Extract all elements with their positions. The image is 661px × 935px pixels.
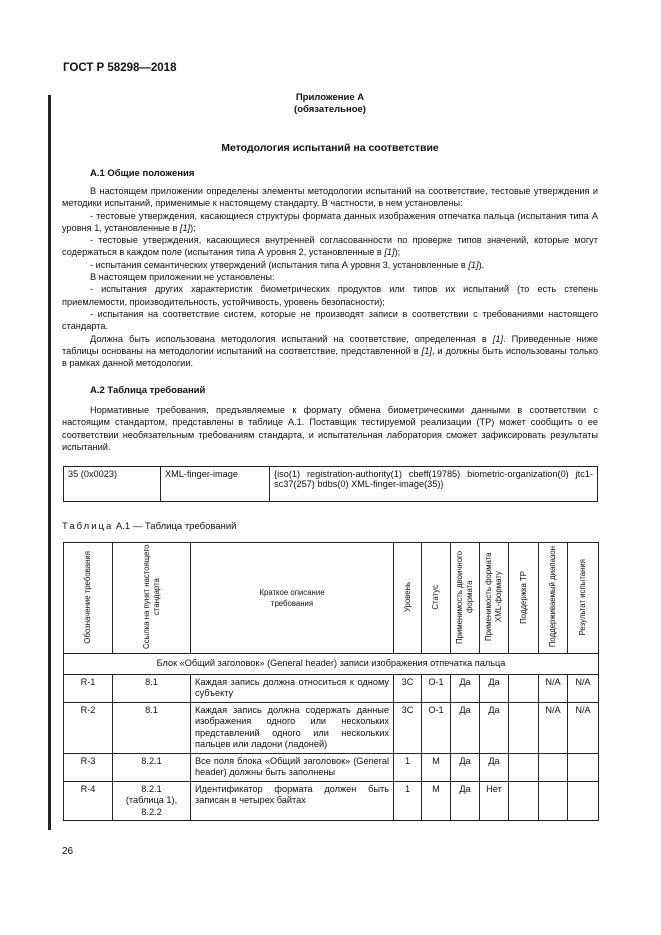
- table-row: [64, 702, 599, 753]
- format-oid: {iso(1) registration-authority(1) cbeff(19785) biometric-organization(0) jtc1-sc37(257) bdbs(0) XML-finger-image(35)}: [270, 467, 598, 502]
- cell-result: [568, 781, 599, 821]
- cell-range: [539, 781, 568, 821]
- paragraph: В настоящем приложении определены элементы методологии испытаний на соответствие, тестовые утверждения и методики испытаний, применимые к настоящему стандарту. В частности, в нем установлены:: [62, 186, 598, 209]
- column-header: Поддерживаемый диапазон: [539, 543, 568, 654]
- cell-ref: 8.2.1 (таблица 1), 8.2.2: [113, 781, 191, 821]
- cell-tr: [509, 674, 539, 702]
- annex-title: Приложение А: [295, 92, 365, 103]
- cell-result: N/A: [568, 702, 599, 753]
- cell-level: 3С: [394, 674, 422, 702]
- table-header-row: [64, 543, 599, 654]
- cell-bin: Да: [451, 781, 480, 821]
- cell-bin: Да: [451, 753, 480, 781]
- cell-desc: Все поля блока «Общий заголовок» (General header) должны быть заполнены: [191, 753, 394, 781]
- bullet-item: - испытания семантических утверждений (испытания типа А уровня 3, установленные в [1]).: [90, 259, 485, 270]
- cell-desc: Каждая запись должна содержать данные изображения одного или нескольких представлений одного или нескольких пальцев или ладони (ладоней): [191, 702, 394, 753]
- cell-range: N/A: [539, 674, 568, 702]
- cell-status: М: [422, 781, 451, 821]
- format-name: XML-finger-image: [161, 467, 270, 502]
- cell-range: N/A: [539, 702, 568, 753]
- section-heading-a2: А.2 Таблица требований: [90, 385, 206, 396]
- requirements-table: [63, 542, 599, 821]
- cell-range: [539, 753, 568, 781]
- cell-level: 1: [394, 781, 422, 821]
- paragraph: Нормативные требования, предъявляемые к формату обмена биометрическими данными в соответствии с настоящим стандартом, представлены в таблице А.1. Поставщик тестируемой реализации (ТР) может сообщить о ее соответствии необязательным требованиям стандарта, и испытательная лаборатория сможет зафиксировать результаты испытаний.: [62, 405, 598, 452]
- block-title: Блок «Общий заголовок» (General header) записи изображения отпечатка пальца: [64, 654, 599, 675]
- cell-status: О-1: [422, 674, 451, 702]
- cell-id: R-4: [64, 781, 113, 821]
- cell-tr: [509, 753, 539, 781]
- cell-status: М: [422, 753, 451, 781]
- document-id: ГОСТ Р 58298—2018: [63, 62, 177, 74]
- cell-xml: Да: [480, 674, 509, 702]
- column-header: Результат испытания: [568, 543, 599, 654]
- change-bar: [48, 95, 51, 830]
- cell-desc: Каждая запись должна относиться к одному субъекту: [191, 674, 394, 702]
- paragraph: В настоящем приложении не установлены:: [90, 272, 275, 283]
- column-header: Уровень: [394, 543, 422, 654]
- cell-bin: Да: [451, 702, 480, 753]
- column-header: Краткое описание требования: [191, 543, 394, 654]
- cell-xml: Да: [480, 753, 509, 781]
- cell-id: R-3: [64, 753, 113, 781]
- cell-desc: Идентификатор формата должен быть записан в четырех байтах: [191, 781, 394, 821]
- format-id-table: [63, 466, 598, 502]
- format-code: 35 (0x0023): [64, 467, 161, 502]
- cell-ref: 8.1: [113, 702, 191, 753]
- annex-status: (обязательное): [294, 104, 366, 115]
- cell-tr: [509, 702, 539, 753]
- column-header: Поддержка ТР: [509, 543, 539, 654]
- bullet-item: - испытания на соответствие систем, которые не производят записи в соответствии с требованиями настоящего стандарта.: [62, 308, 598, 332]
- bullet-item: - тестовые утверждения, касающиеся структуры формата данных изображения отпечатка пальца (испытания типа А уровня 1, установленные в [1]);: [62, 210, 598, 233]
- table-caption: Таблица А.1 — Таблица требований: [62, 521, 237, 532]
- cell-tr: [509, 781, 539, 821]
- section-a2-body: [62, 404, 598, 453]
- table-row: [64, 753, 599, 781]
- column-header: Обозначение требования: [64, 543, 113, 654]
- section-heading-a1: А.1 Общие положения: [90, 168, 195, 179]
- cell-result: N/A: [568, 674, 599, 702]
- page-number: 26: [62, 846, 74, 857]
- main-title: Методология испытаний на соответствие: [221, 142, 439, 154]
- table-block-row: [64, 654, 599, 675]
- column-header: Ссылка на пункт настоящего стандарта: [113, 543, 191, 654]
- column-header: Применимость двоичного формата: [451, 543, 480, 654]
- cell-level: 1: [394, 753, 422, 781]
- bullet-item: - испытания других характеристик биометрических продуктов или типов их испытаний (то есть степень приемлемости, производительность, устойчивость, уровень безопасности);: [62, 284, 598, 307]
- cell-bin: Да: [451, 674, 480, 702]
- cell-id: R-2: [64, 702, 113, 753]
- cell-id: R-1: [64, 674, 113, 702]
- cell-result: [568, 753, 599, 781]
- table-row: [64, 467, 598, 502]
- cell-ref: 8.2.1: [113, 753, 191, 781]
- cell-xml: Да: [480, 702, 509, 753]
- cell-xml: Нет: [480, 781, 509, 821]
- paragraph: Должна быть использована методология испытаний на соответствие, определенная в [1]. Приведенные ниже таблицы основаны на методологии испытаний на соответствие, представленной в [1], и должны быть использованы только в рамках данной методологии.: [62, 333, 598, 369]
- cell-status: О-1: [422, 702, 451, 753]
- section-a1-body: [62, 185, 598, 369]
- bullet-item: - тестовые утверждения, касающиеся внутренней согласованности по проверке типов значений, которые могут содержаться в каждом поле (испытания типа А уровня 2, установленные в [1]);: [62, 235, 598, 258]
- cell-level: 3С: [394, 702, 422, 753]
- column-header: Применимость формата XML-формату: [480, 543, 509, 654]
- cell-ref: 8.1: [113, 674, 191, 702]
- table-row: [64, 781, 599, 821]
- table-row: [64, 674, 599, 702]
- column-header: Статус: [422, 543, 451, 654]
